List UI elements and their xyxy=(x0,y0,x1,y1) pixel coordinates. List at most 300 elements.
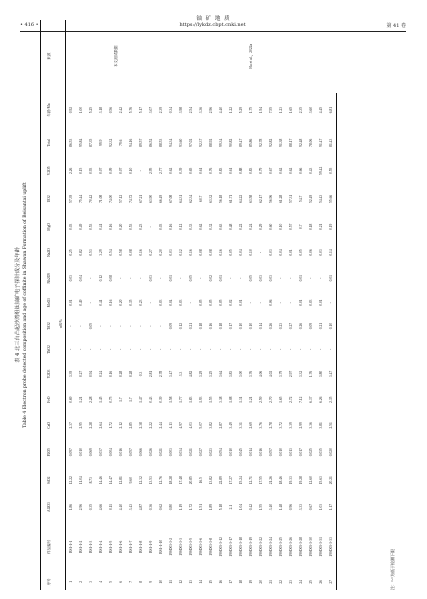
table-cell: 0.28 xyxy=(129,370,133,378)
table-cell: 0.67 xyxy=(269,167,273,174)
table-caption xyxy=(14,20,30,590)
table-cell: 86.52 xyxy=(149,138,153,147)
table-cell: - xyxy=(129,325,133,327)
table-cell: 0.045 xyxy=(239,448,243,457)
table-cell: 0.021 xyxy=(189,448,193,457)
table-cell: 2.26 xyxy=(69,167,73,174)
table-cell: 55.66 xyxy=(326,184,337,214)
table-cell: 3.47 xyxy=(326,361,337,387)
table-cell: BS1-1-7 xyxy=(129,540,133,553)
table-header-cell: FeO xyxy=(41,387,58,413)
table-cell: 1.03 xyxy=(319,503,323,511)
table-cell: 13.53 xyxy=(149,476,153,485)
table-cell: 2.72 xyxy=(289,396,293,403)
table-row xyxy=(316,20,326,590)
table-cell: 0.66 xyxy=(299,167,303,174)
table-cell: 19SD03-3-6 xyxy=(199,537,203,556)
table-cell: 0.03 xyxy=(149,275,153,282)
table-cell: 2.1 xyxy=(229,504,233,510)
table-cell: 61.28 xyxy=(279,194,283,203)
table-cell: 0.01 xyxy=(169,275,173,282)
table-cell: 0.79 xyxy=(259,167,263,174)
table-header-cell: UO2 xyxy=(41,184,58,214)
table-cell: 3.72 xyxy=(279,422,283,429)
table-cell: 1.21 xyxy=(249,396,253,403)
table-cell: 0.03 xyxy=(269,249,273,256)
table-cell: - xyxy=(149,302,153,304)
table-cell: 3.49 xyxy=(229,422,233,429)
table-row xyxy=(216,20,226,590)
table-cell: 0.53 xyxy=(89,249,93,256)
table-cell: 14.46 xyxy=(99,476,103,485)
table-cell: 0.02 xyxy=(209,275,213,282)
table-cell: 11.04 xyxy=(79,476,83,485)
table-cell: 12.81 xyxy=(119,476,123,485)
table-cell: 0.96 xyxy=(289,503,293,511)
table-cell: 0.027 xyxy=(199,448,203,457)
table-cell: BS1-1-4 xyxy=(99,540,103,553)
table-cell: 67.21 xyxy=(139,194,143,203)
table-cell: 19SD03-3-18 xyxy=(239,537,243,557)
table-cell: 0.35 xyxy=(129,299,133,306)
table-cell: 19SD03-3-12 xyxy=(219,537,223,557)
table-cell: 1.72 xyxy=(109,422,113,429)
table-cell: 0.09 xyxy=(169,322,173,330)
table-cell: 0.57 xyxy=(289,223,293,230)
table-cell: - xyxy=(129,277,133,279)
table-cell: 3.40 xyxy=(269,503,273,511)
table-cell: 19SD03-3-5 xyxy=(189,537,193,556)
table-cell: BS1-1-10 xyxy=(159,539,163,554)
table-cell: 13 xyxy=(189,580,193,584)
table-cell: 86.53 xyxy=(69,138,73,147)
table-cell: 7 xyxy=(129,580,133,583)
table-cell: - xyxy=(159,277,163,279)
table-cell: 0.21 xyxy=(189,322,193,330)
table-cell: - xyxy=(149,226,153,228)
table-cell: 3.80 xyxy=(319,370,323,378)
table-cell: 0.03 xyxy=(259,275,263,282)
table-cell: 7.12 xyxy=(299,396,303,403)
table-cell: - xyxy=(139,277,143,279)
table-row xyxy=(256,20,266,590)
table-cell: 0.41 xyxy=(99,223,103,230)
table-cell: 3.43 xyxy=(129,503,133,511)
table-cell: 87.35 xyxy=(89,138,93,147)
table-cell: 0.26 xyxy=(269,322,273,330)
table-cell: 0.03 xyxy=(69,275,73,282)
table-row xyxy=(86,20,96,590)
table-cell: - xyxy=(109,325,113,327)
table-cell: 4.97 xyxy=(179,422,183,429)
table-row xyxy=(116,20,126,590)
table-cell: 0.03 xyxy=(309,299,313,306)
table-cell: 74.72 xyxy=(129,194,133,203)
table-cell: 19SD03-3-26 xyxy=(289,537,293,557)
table-cell: 19SD03-3-19 xyxy=(249,537,253,557)
table-cell: 0.16 xyxy=(139,249,143,256)
table-cell: 0.16 xyxy=(169,223,173,230)
table-cell: 0.05 xyxy=(199,299,203,306)
table-cell: BS1-1-9 xyxy=(149,540,153,553)
table-cell: 4.03 xyxy=(189,422,193,429)
table-cell: 0.01 xyxy=(299,299,303,306)
table-row xyxy=(246,20,256,590)
table-cell: - xyxy=(199,277,203,279)
table-cell: 1.51 xyxy=(199,503,203,511)
table-header-cell: SiO2 xyxy=(41,466,58,494)
table-cell: - xyxy=(279,348,283,351)
table-cell: 70.42 xyxy=(89,194,93,203)
table-cell: 0.54 xyxy=(109,249,113,256)
table-cell: 12.32 xyxy=(139,476,143,485)
table-cell: 63.32 xyxy=(209,194,213,203)
table-cell: 0.18 xyxy=(199,322,203,330)
table-cell: 1.75 xyxy=(249,106,253,114)
table-cell: 0.36 xyxy=(149,503,153,511)
table-cell: 6.81 xyxy=(326,93,337,128)
table-cell: 0.01 xyxy=(219,275,223,282)
table-cell: 0.12 xyxy=(179,249,183,256)
table-cell: 8.73 xyxy=(89,477,93,484)
table-cell: 3.32 xyxy=(299,370,303,378)
table-cell: 1.23 xyxy=(279,106,283,114)
table-cell: 5.18 xyxy=(219,503,223,511)
table-cell: 0.82 xyxy=(79,249,83,256)
table-cell: 5.07 xyxy=(199,422,203,429)
table-cell: 22.89 xyxy=(219,476,223,485)
table-cell: 94.16 xyxy=(129,138,133,147)
table-cell: 2.96 xyxy=(209,106,213,114)
table-cell: 60.7 xyxy=(199,195,203,202)
table-cell: 3.39 xyxy=(69,370,73,378)
table-cell: 15 xyxy=(209,580,213,584)
table-cell: 0.03 xyxy=(69,223,73,230)
table-cell: 52.49 xyxy=(309,194,313,203)
table-cell: - xyxy=(326,291,337,314)
table-cell: - xyxy=(289,277,293,279)
table-cell: 0.06 xyxy=(269,299,273,306)
table-cell: 75.44 xyxy=(79,194,83,203)
table-cell: 0.7 xyxy=(299,224,303,230)
table-cell: 4.40 xyxy=(219,106,223,114)
table-cell: - xyxy=(229,348,233,351)
table-cell: 0.02 xyxy=(229,299,233,306)
table-cell: 0.83 xyxy=(249,167,253,174)
table-cell: 23 xyxy=(289,580,293,584)
table-cell: 0.53 xyxy=(89,223,93,230)
table-cell: 0.35 xyxy=(89,503,93,511)
table-cell: 1.48 xyxy=(279,503,283,511)
table-cell: 0.10 xyxy=(249,322,253,330)
table-cell: - xyxy=(249,302,253,304)
table-cell: 3.36 xyxy=(309,422,313,429)
table-cell: 3.76 xyxy=(259,422,263,429)
table-cell: 19.28 xyxy=(299,476,303,485)
table-cell: 0.026 xyxy=(149,448,153,457)
table-cell: - xyxy=(319,348,323,351)
table-cell: 0.020 xyxy=(326,438,337,466)
table-cell: 0.010 xyxy=(229,448,233,457)
table-cell: 1.55 xyxy=(209,396,213,403)
table-header-cell: Y2O3 xyxy=(41,361,58,387)
table-cell: 16.5 xyxy=(199,477,203,484)
table-cell: 0.08 xyxy=(199,249,203,256)
table-cell: 0.21 xyxy=(319,322,323,330)
table-cell: - xyxy=(289,348,293,351)
table-cell: 2 xyxy=(79,580,83,583)
table-header-cell: CaO xyxy=(41,413,58,439)
table-cell: 99.9 xyxy=(99,139,103,146)
table-cell: 0.39 xyxy=(159,396,163,403)
table-header-cell: P2O5 xyxy=(41,438,58,466)
table-cell: 0.04 xyxy=(169,299,173,306)
table-cell: 1.93 xyxy=(199,396,203,403)
table-cell: - xyxy=(289,302,293,304)
table-cell: 1.65 xyxy=(279,396,283,403)
table-header-cell: Total xyxy=(41,128,58,158)
table-cell: 9 xyxy=(149,580,153,583)
table-cell: - xyxy=(99,348,103,351)
table-cell: 0.01 xyxy=(319,299,323,306)
table-cell: 0.069 xyxy=(89,448,93,457)
source-remark-cell: 本文测试数据 xyxy=(114,45,118,68)
table-cell: 0.49 xyxy=(79,223,83,230)
journal-url[interactable]: https://lykdz.cbpt.cnki.net xyxy=(179,22,246,28)
table-cell: 0.18 xyxy=(219,322,223,330)
table-cell: 0.03 xyxy=(159,223,163,230)
table-cell: 18 xyxy=(239,580,243,584)
table-cell: 0.58 xyxy=(119,249,123,256)
table-cell: 2.12 xyxy=(119,422,123,429)
volume-label: 第 41 卷 xyxy=(386,23,406,29)
table-row xyxy=(166,20,176,590)
table-cell: 0.16 xyxy=(189,249,193,256)
table-row xyxy=(206,20,216,590)
table-cell: 0.56 xyxy=(109,106,113,114)
table-cell: - xyxy=(319,277,323,279)
source-remark-cell: Hu et al.，2022a xyxy=(249,43,254,69)
table-cell: 4.45 xyxy=(319,106,323,114)
table-cell: 2.77 xyxy=(159,167,163,174)
table-cell: 3.29 xyxy=(99,249,103,256)
table-cell: 13.82 xyxy=(209,476,213,485)
table-cell: 3.83 xyxy=(229,370,233,378)
table-header-cell: Na2O xyxy=(41,240,58,266)
table-cell: 6.26 xyxy=(319,396,323,403)
table-cell: 1.77 xyxy=(179,396,183,403)
table-cell: 18.28 xyxy=(169,476,173,485)
table-cell: 2.44 xyxy=(159,422,163,429)
table-cell: 57.39 xyxy=(69,194,73,203)
table-cell: - xyxy=(119,325,123,327)
table-cell: 0.19 xyxy=(326,214,337,240)
table-cell: 2.35 xyxy=(299,106,303,114)
table-cell: 3 xyxy=(89,580,93,583)
table-cell: 78.06 xyxy=(309,138,313,147)
table-cell: - xyxy=(69,325,73,327)
table-header-cell: V2O5 xyxy=(41,158,58,184)
table-cell: 0.023 xyxy=(209,448,213,457)
table-cell: 57.12 xyxy=(119,194,123,203)
table-cell: - xyxy=(109,348,113,351)
table-cell: 0.49 xyxy=(79,299,83,306)
table-cell: 2.81 xyxy=(149,370,153,378)
table-cell: 0.16 xyxy=(109,223,113,230)
table-cell: 0.21 xyxy=(319,223,323,230)
table-cell: 79.6 xyxy=(119,139,123,146)
table-cell: 1.04 xyxy=(239,503,243,511)
table-header-cell: TiO2 xyxy=(41,314,58,337)
table-cell: - xyxy=(279,277,283,279)
table-cell: 0.05 xyxy=(219,299,223,306)
table-cell: 99.34 xyxy=(219,138,223,147)
table-cell: 0.01 xyxy=(299,275,303,282)
table-cell: BS1-1-3 xyxy=(89,540,93,553)
table-cell: 0.057 xyxy=(129,448,133,457)
table-cell: 0.34 xyxy=(169,106,173,114)
table-unit-label: wB/% xyxy=(57,128,66,520)
table-cell: - xyxy=(259,348,263,351)
table-cell: 0.39 xyxy=(179,167,183,174)
table-cell: 1.21 xyxy=(79,396,83,403)
table-cell: 19SD03-3-8 xyxy=(209,537,213,556)
table-cell: 0.83 xyxy=(219,167,223,174)
table-cell: 2.64 xyxy=(99,422,103,429)
table-cell: 1 xyxy=(69,580,73,583)
table-cell: 0.12 xyxy=(179,223,183,230)
table-cell: 3.76 xyxy=(249,370,253,378)
table-cell: 5 xyxy=(109,580,113,583)
table-cell: 1.76 xyxy=(309,370,313,378)
table-cell: - xyxy=(279,302,283,304)
table-cell: 89.57 xyxy=(139,138,143,147)
table-cell: 97.02 xyxy=(189,138,193,147)
table-cell: 0.69 xyxy=(69,396,73,403)
table-cell: 19SD03-3-22 xyxy=(259,537,263,557)
table-cell: 0.10 xyxy=(239,322,243,330)
page-number: • 416 • xyxy=(20,22,39,28)
table-cell: 19SD03-3-3 xyxy=(179,537,183,556)
table-cell: 2.22 xyxy=(149,422,153,429)
table-cell: 2.42 xyxy=(119,106,123,114)
table-cell: 0.23 xyxy=(139,223,143,230)
table-cell: 54.43 xyxy=(319,194,323,203)
table-cell: 0.03 xyxy=(269,275,273,282)
journal-name: 铀 矿 地 质 xyxy=(196,16,231,22)
table-cell: 3.82 xyxy=(209,422,213,429)
table-cell: 5.29 xyxy=(239,106,243,114)
table-cell: 0.10 xyxy=(279,223,283,230)
table-row xyxy=(306,20,316,590)
table-cell: - xyxy=(326,338,337,361)
table-cell: - xyxy=(179,348,183,351)
table-cell: 81.43 xyxy=(326,128,337,158)
table-cell: 1.17 xyxy=(326,494,337,520)
table-cell: 3.29 xyxy=(199,370,203,378)
table-cell: 0.10 xyxy=(129,167,133,174)
table-cell: 9.60 xyxy=(129,477,133,484)
table-cell: 3.81 xyxy=(319,422,323,429)
table-cell: 0.035 xyxy=(319,448,323,457)
composition-table xyxy=(40,20,337,590)
table-cell: 3.33 xyxy=(299,503,303,511)
table-cell: - xyxy=(209,348,213,351)
table-cell: 3.18 xyxy=(99,106,103,114)
table-cell: - xyxy=(89,348,93,351)
table-cell: BS1-1-1 xyxy=(69,540,73,553)
table-cell: 7.55 xyxy=(269,106,273,114)
table-cell: 92.37 xyxy=(199,138,203,147)
table-cell: 85.86 xyxy=(249,138,253,147)
table-cell: 57.31 xyxy=(289,194,293,203)
table-cell: 24 xyxy=(299,580,303,584)
table-header-cell: 样品编号 xyxy=(41,520,58,574)
table-cell: 74.00 xyxy=(109,194,113,203)
table-cell: - xyxy=(79,348,83,351)
table-cell: 0.08 xyxy=(129,249,133,256)
table-cell: 6.37 xyxy=(309,396,313,403)
table-header-cell: Nb2O5 xyxy=(41,265,58,291)
table-row xyxy=(226,20,236,590)
table-cell: 63.58 xyxy=(249,194,253,203)
table-header-row xyxy=(41,20,58,590)
table-cell: 20.21 xyxy=(326,466,337,494)
table-cell: 0.03 xyxy=(179,299,183,306)
table-cell: - xyxy=(179,277,183,279)
table-cell: 2.95 xyxy=(79,422,83,429)
table-cell: 0.01 xyxy=(289,249,293,256)
table-cell: 0.25 xyxy=(69,249,73,256)
table-cell: - xyxy=(129,348,133,351)
table-row xyxy=(326,20,337,590)
table-cell: - xyxy=(219,348,223,351)
table-cell: - xyxy=(69,348,73,351)
table-cell: 0.27 xyxy=(289,322,293,330)
table-cell: 1.19 xyxy=(179,503,183,511)
table-cell: 0.013 xyxy=(289,448,293,457)
table-cell: 1.08 xyxy=(229,396,233,403)
table-row xyxy=(136,20,146,590)
table-cell: 27 xyxy=(326,574,337,590)
table-cell: 19SD03-3-31 xyxy=(319,537,323,557)
table-cell: 0.097 xyxy=(69,448,73,457)
table-cell: 2.95 xyxy=(149,167,153,174)
table-cell: 4 xyxy=(99,580,103,583)
table-cell: 91.47 xyxy=(319,138,323,147)
table-cell: 19SD03-3-17 xyxy=(229,537,233,557)
table-cell: 0.55 xyxy=(326,158,337,184)
table-cell: 2.96 xyxy=(79,503,83,511)
table-cell: 3.36 xyxy=(199,106,203,114)
table-cell: - xyxy=(229,277,233,279)
table-header-cell: MoO3 xyxy=(41,291,58,314)
table-cell: 0.01 xyxy=(326,265,337,291)
table-cell: 19SD03-3-33 xyxy=(326,520,337,574)
table-cell: 0.27 xyxy=(79,370,83,378)
table-cell: 14 xyxy=(199,580,203,584)
table-cell: 17.48 xyxy=(179,476,183,485)
table-cell: 1.72 xyxy=(189,503,193,511)
table-cell: 19SD03-3-30 xyxy=(309,537,313,557)
table-header-cell: 年龄/Ma xyxy=(41,93,58,128)
table-cell: 21.26 xyxy=(269,476,273,485)
table-cell: - xyxy=(119,348,123,351)
table-cell: - xyxy=(79,325,83,327)
table-cell: 0.05 xyxy=(209,299,213,306)
table-cell: - xyxy=(269,348,273,351)
table-cell: 0.3 xyxy=(139,371,143,377)
